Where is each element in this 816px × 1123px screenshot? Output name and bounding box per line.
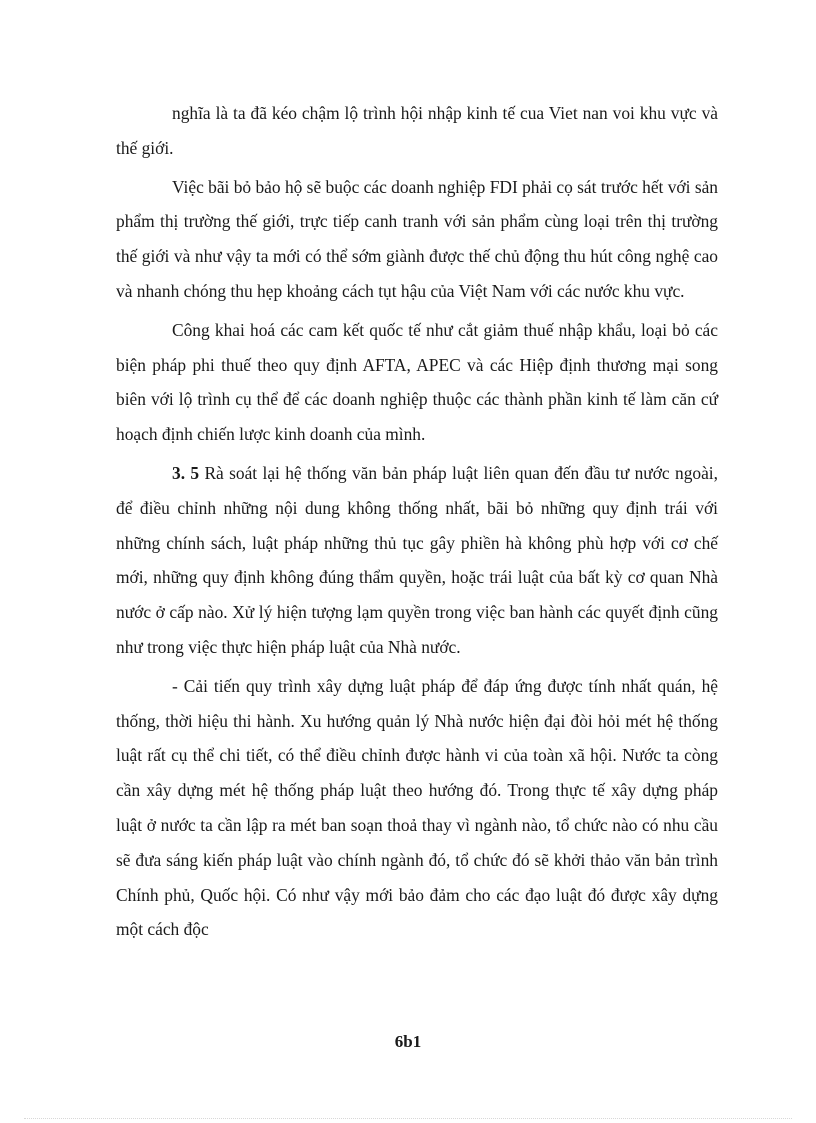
paragraph-2: Việc bãi bỏ bảo hộ sẽ buộc các doanh nghiệp FDI phải cọ sát trước hết với sản phẩm thị trường thế giới, trực tiếp canh tranh với sản phẩm cùng loại trên thị trường thế giới và như vậy ta mới có thể sớm giành được thế chủ động thu hút công nghệ cao và nhanh chóng thu hẹp khoảng cách tụt hậu của Việt Nam với các nước khu vực.: [116, 176, 718, 301]
footer-divider: [24, 1118, 792, 1119]
paragraph-4: [116, 456, 718, 665]
paragraph-5: - Cải tiến quy trình xây dựng luật pháp để đáp ứng được tính nhất quán, hệ thống, thời hiệu thi hành. Xu hướng quản lý Nhà nước hiện đại đòi hỏi mét hệ thống luật rất cụ thể chi tiết, có thể điều chỉnh được hành vi của toàn xã hội. Nước ta còng cần xây dựng mét hệ thống pháp luật theo hướng đó. Trong thực tế xây dựng pháp luật ở nước ta cần lập ra mét ban soạn thoả thay vì ngành nào, tổ chức nào có nhu cầu sẽ đưa sáng kiến pháp luật vào chính ngành đó, tổ chức đó sẽ khởi thảo văn bản trình Chính phủ, Quốc hội. Có như vậy mới bảo đảm cho các đạo luật đó được xây dựng một cách độc: [116, 675, 718, 940]
paragraph-3: Công khai hoá các cam kết quốc tế như cắt giảm thuế nhập khẩu, loại bỏ các biện pháp phi thuế theo quy định AFTA, APEC và các Hiệp định thương mại song biên với lộ trình cụ thể để các doanh nghiệp thuộc các thành phần kinh tế làm căn cứ hoạch định chiến lược kinh doanh của mình.: [116, 319, 718, 445]
page-number: 6b1: [394, 1032, 422, 1051]
section-number: 3. 5: [172, 462, 200, 483]
paragraph-4-text: Rà soát lại hệ thống văn bản pháp luật liên quan đến đầu tư nước ngoài, để điều chỉnh những nội dung không thống nhất, bãi bỏ những quy định trái với những chính sách, luật pháp những thủ tục gây phiền hà không phù hợp với cơ chế mới, những quy định không đúng thẩm quyền, hoặc trái luật của bất kỳ cơ quan Nhà nước ở cấp nào. Xử lý hiện tượng lạm quyền trong việc ban hành các quyết định cũng như trong việc thực hiện pháp luật của Nhà nước.: [116, 462, 718, 657]
paragraph-1: nghĩa là ta đã kéo chậm lộ trình hội nhập kinh tế cua Viet nan voi khu vực và thế giới.: [116, 103, 718, 158]
document-body: [116, 96, 718, 947]
